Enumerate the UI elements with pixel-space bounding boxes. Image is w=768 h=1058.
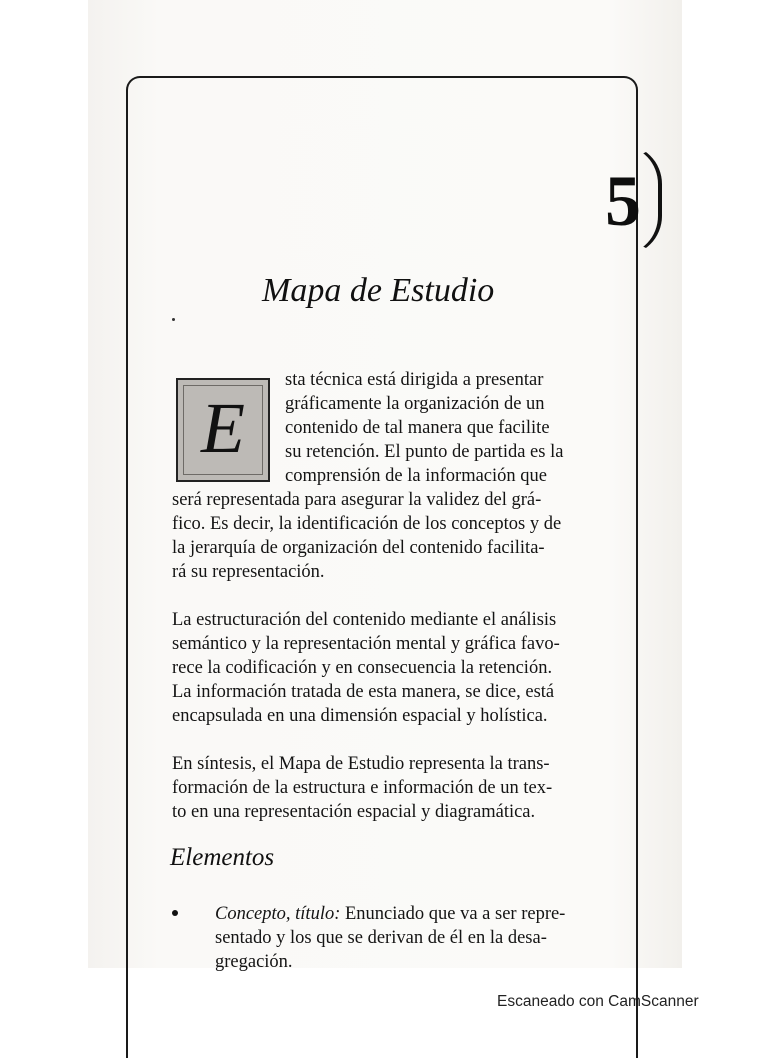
intro-line: fico. Es decir, la identificación de los conceptos y de — [172, 514, 562, 534]
paragraph3-line: to en una representación espacial y diagramática. — [172, 802, 536, 822]
intro-line: rá su representación. — [172, 562, 325, 582]
intro-line: contenido de tal manera que facilite — [285, 418, 550, 438]
paragraph2-line: semántico y la representación mental y gráfica favo- — [172, 634, 560, 654]
paragraph3-line: formación de la estructura e información de un tex- — [172, 778, 553, 798]
intro-line: su retención. El punto de partida es la — [285, 442, 564, 462]
drop-cap-letter: E — [201, 388, 245, 468]
bullet-item-line: gregación. — [215, 952, 293, 972]
paragraph2-line: rece la codificación y en consecuencia la retención. — [172, 658, 553, 678]
bullet-item-line — [215, 902, 565, 926]
intro-line: comprensión de la información que — [285, 466, 547, 486]
chapter-number: 5 — [605, 161, 641, 241]
section-heading: Elementos — [170, 844, 275, 871]
bullet-item-line: sentado y los que se derivan de él en la desa- — [215, 928, 547, 948]
intro-line: sta técnica está dirigida a presentar — [285, 370, 544, 390]
scanner-watermark: Escaneado con CamScanner — [497, 993, 699, 1010]
paragraph2-line: La estructuración del contenido mediante el análisis — [172, 610, 557, 630]
bullet-icon — [172, 910, 178, 916]
paragraph2-line: encapsulada en una dimensión espacial y holística. — [172, 706, 548, 726]
stray-mark — [172, 318, 175, 321]
paragraph3-line: En síntesis, el Mapa de Estudio representa la trans- — [172, 754, 550, 774]
chapter-title: Mapa de Estudio — [262, 272, 495, 309]
paragraph2-line: La información tratada de esta manera, se dice, está — [172, 682, 555, 702]
drop-cap-box — [176, 378, 270, 482]
intro-line: gráficamente la organización de un — [285, 394, 545, 414]
intro-line: será representada para asegurar la validez del grá- — [172, 490, 542, 510]
intro-line: la jerarquía de organización del contenido facilita- — [172, 538, 545, 558]
bullet-term: Concepto, título: — [215, 904, 341, 924]
bullet-text: Enunciado que va a ser repre- — [340, 904, 566, 924]
